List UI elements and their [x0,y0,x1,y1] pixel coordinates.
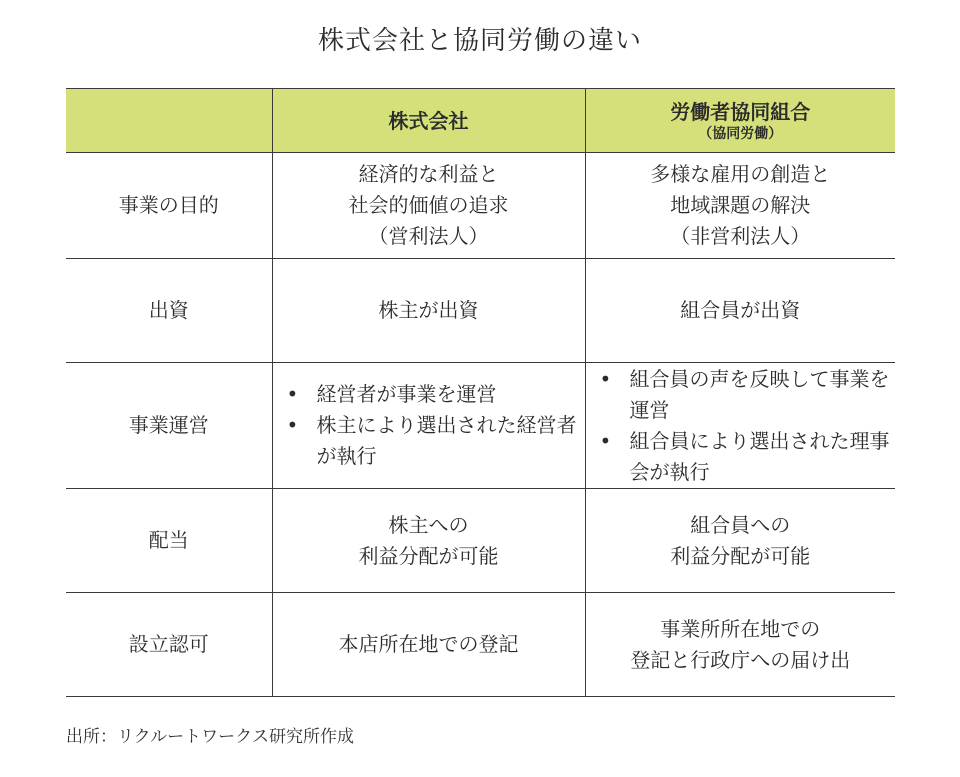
cell-col1 [272,153,585,259]
table-row [66,259,895,363]
header-kabushiki-gaisha [272,89,585,153]
cell-col1 [272,259,585,363]
row-label: 出資 [66,259,272,363]
header-roudousha-kyoudou-kumiai [585,89,895,153]
cell-line: 利益分配が可能 [670,543,811,568]
comparison-table [66,88,895,697]
cell-line: 組合員が出資 [680,298,801,322]
cell-col1 [272,593,585,697]
cell-line: 株主が出資 [378,298,479,322]
cell-line: 組合員への [690,512,791,537]
list-item: • 組合員の声を反映して事業を運営 [630,364,892,426]
cell-col1 [272,363,585,489]
source-note: 出所：リクルートワークス研究所作成 [66,727,354,747]
table-row [66,153,895,259]
cell-col2 [585,489,895,593]
table-header-row [66,89,895,153]
cell-line: 事業所所在地での [660,616,821,641]
table-row [66,363,895,489]
cell-line: （非営利法人） [670,224,811,248]
page-title: 株式会社と協同労働の違い [317,26,642,56]
row-label: 事業運営 [66,363,272,489]
row-label: 配当 [66,489,272,593]
cell-line: 株主への [388,512,469,537]
row-label: 設立認可 [66,593,272,697]
cell-col2 [585,593,895,697]
cell-line: 利益分配が可能 [358,543,499,568]
cell-col2 [585,363,895,489]
cell-line: 社会的価値の追求 [348,193,509,217]
cell-line: 地域課題の解決 [670,193,811,217]
cell-col1 [272,489,585,593]
table-row [66,593,895,697]
header-col2-label: 労働者協同組合 [670,99,811,124]
cell-line: 本店所在地での登記 [338,632,519,656]
list-item: • 株主により選出された経営者が執行 [317,410,581,472]
cell-col2 [585,153,895,259]
cell-line: （営利法人） [368,224,489,248]
cell-col2 [585,259,895,363]
bullet-list [590,364,892,488]
cell-line: 登記と行政庁への届け出 [630,647,851,672]
header-blank [66,89,272,153]
row-label: 事業の目的 [118,193,219,217]
bullet-list [277,379,581,472]
header-col2-sublabel: （協同労働） [698,125,783,142]
cell-line: 経済的な利益と [358,162,499,186]
table-row [66,489,895,593]
list-item: • 経営者が事業を運営 [317,379,581,410]
header-col1-label: 株式会社 [388,108,469,133]
cell-line: 多様な雇用の創造と [650,162,831,186]
list-item: • 組合員により選出された理事会が執行 [630,426,892,488]
